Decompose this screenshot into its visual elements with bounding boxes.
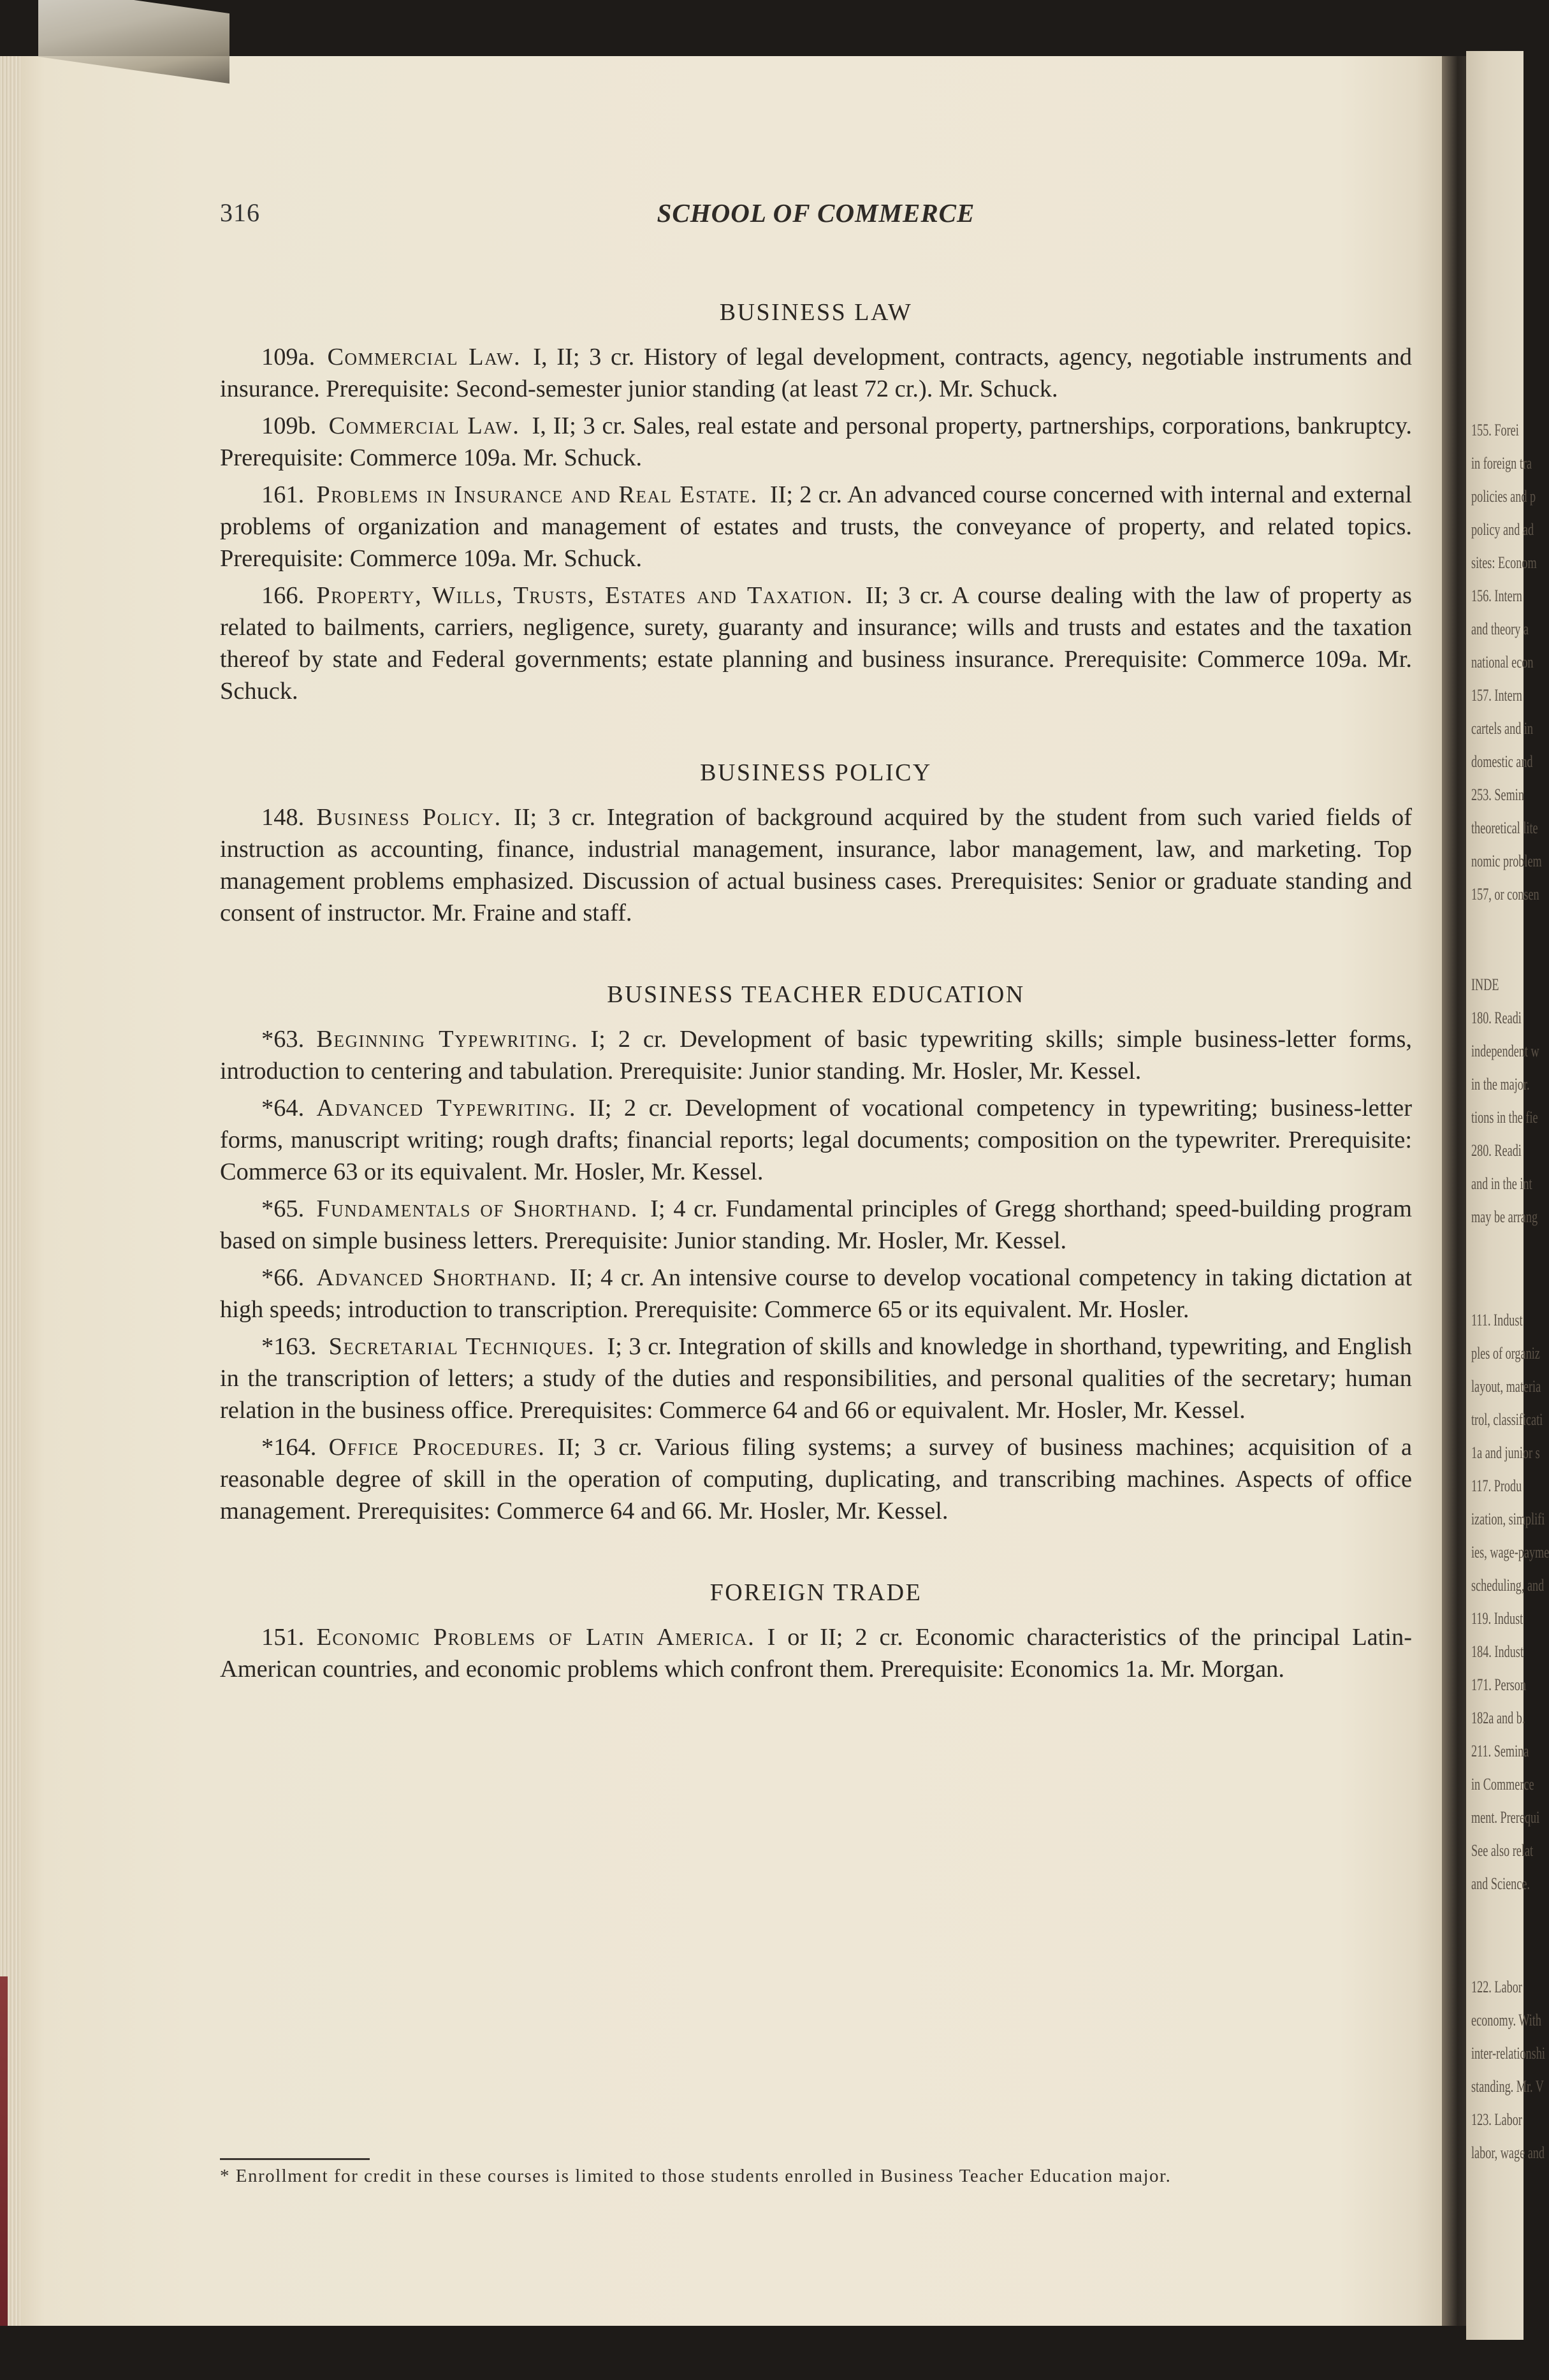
course-title: Fundamentals of Shorthand. (316, 1195, 638, 1222)
running-head (220, 198, 1412, 236)
course-title: Economic Problems of Latin America. (316, 1624, 755, 1651)
page-number: 316 (220, 198, 260, 227)
facing-page-text: and Science. (1471, 1874, 1530, 1893)
facing-page-text: trol, classificati (1471, 1410, 1543, 1429)
course-entry (220, 1431, 1412, 1527)
facing-page-text: 182a and b. (1471, 1709, 1525, 1727)
course-title: Secretarial Techniques. (328, 1333, 595, 1360)
facing-page-text: theoretical lite (1471, 819, 1538, 837)
facing-page-text: labor, wage and (1471, 2143, 1545, 2162)
course-number: *66. (261, 1264, 305, 1291)
course-listing (220, 296, 1412, 1735)
course-description: I; 4 cr. Fundamental principles of Gregg shorthand; speed-building program based on simple business letters. Prerequisite: Junior standing. Mr. Hosler, Mr. Kessel. (220, 1195, 1412, 1254)
facing-page-text: 117. Produ (1471, 1477, 1522, 1495)
course-entry (220, 580, 1412, 707)
facing-page-text: in Commerce (1471, 1775, 1534, 1793)
course-entry (220, 1193, 1412, 1257)
facing-page-text: sites: Econom (1471, 553, 1537, 572)
facing-page-text: 171. Person (1471, 1675, 1526, 1694)
footnote: * Enrollment for credit in these courses is limited to those students enrolled in Business Teacher Education major. (220, 2166, 1172, 2186)
course-entry (220, 410, 1412, 474)
facing-page-text: 157. Intern (1471, 686, 1522, 705)
course-number: 151. (261, 1624, 305, 1651)
course-description: II; 3 cr. Various filing systems; a survey of business machines; acquisition of a reasonable degree of skill in the operation of computing, duplicating, and transcribing machines. Aspects of office management. Prerequisites: Commerce 64 and 66. Mr. Hosler, Mr. Kessel. (220, 1434, 1412, 1524)
section-heading: BUSINESS LAW (719, 299, 913, 326)
course-entry (220, 1092, 1412, 1188)
section (220, 1577, 1412, 1685)
facing-page-text: INDE (1471, 975, 1499, 994)
course-description: II; 2 cr. An advanced course concerned with internal and external problems of organization and management of estates and trusts, the conveyance of property, and related topics. Prerequisite: Commerce 109a. Mr. Schuck. (220, 481, 1412, 572)
facing-page-text: and theory a (1471, 620, 1529, 638)
course-title: Business Policy. (316, 804, 502, 831)
facing-page-text: scheduling, and (1471, 1576, 1545, 1595)
course-title: Advanced Typewriting. (316, 1095, 576, 1121)
course-number: *64. (261, 1095, 305, 1121)
facing-page-text: 111. Indust (1471, 1311, 1523, 1329)
course-description: II; 3 cr. Integration of background acquired by the student from such varied fields of instruction as accounting, finance, industrial management, insurance, labor management, law, and marketing. Top management problems emphasized. Discussion of actual business cases. Prerequisites: Senior or graduate standing and consent of instructor. Mr. Fraine and staff. (220, 804, 1413, 926)
facing-page-text: 155. Forei (1471, 421, 1519, 439)
facing-page-text: may be arrang (1471, 1208, 1538, 1226)
course-description: I; 3 cr. Integration of skills and knowledge in shorthand, typewriting, and English in the transcription of letters; a study of the duties and responsibilities, and personal qualities of the secretary; human relation in the business office. Prerequisites: Commerce 64 and 66 or equivalent. Mr. Hosler, Mr. Kessel. (220, 1333, 1412, 1424)
course-description: I, II; 3 cr. Sales, real estate and personal property, partnerships, corporations, bankruptcy. Prerequisite: Commerce 109a. Mr. Schuck. (220, 412, 1412, 471)
course-title: Beginning Typewriting. (316, 1026, 579, 1053)
section (220, 979, 1412, 1527)
facing-page-text: independent w (1471, 1042, 1539, 1060)
course-number: 166. (261, 582, 305, 609)
facing-page-text: and in the int (1471, 1174, 1532, 1193)
course-number: 148. (261, 804, 305, 831)
course-entry (220, 1621, 1412, 1685)
course-number: 109b. (261, 412, 317, 439)
facing-page-text: policy and ad (1471, 520, 1534, 539)
facing-page-text: inter-relationshi (1471, 2044, 1545, 2062)
facing-page-text: tions in the fie (1471, 1108, 1538, 1127)
section-heading: BUSINESS TEACHER EDUCATION (607, 981, 1025, 1008)
facing-page-text: economy. With (1471, 2011, 1541, 2029)
course-number: *163. (261, 1333, 317, 1360)
facing-page-text: 253. Semin (1471, 785, 1524, 804)
facing-page-text: layout, materia (1471, 1377, 1541, 1396)
course-number: *164. (261, 1434, 317, 1461)
facing-page-text: 1a and junior s (1471, 1443, 1540, 1462)
facing-page-text: 119. Indust (1471, 1609, 1524, 1628)
facing-page-text: 123. Labor (1471, 2110, 1522, 2129)
facing-page-text: national econ (1471, 653, 1534, 671)
facing-page-text: 180. Readi (1471, 1009, 1522, 1027)
facing-page-text: ization, simplifi (1471, 1510, 1545, 1528)
facing-page-text: standing. Mr. V (1471, 2077, 1544, 2096)
facing-page-text: See also relat (1471, 1841, 1534, 1860)
course-title: Property, Wills, Trusts, Estates and Taxation. (316, 582, 854, 609)
course-number: *65. (261, 1195, 305, 1222)
course-title: Advanced Shorthand. (316, 1264, 558, 1291)
course-number: 161. (261, 481, 305, 508)
course-entry (220, 341, 1412, 405)
section (220, 296, 1412, 707)
facing-page-text: policies and p (1471, 487, 1536, 506)
course-entry (220, 1331, 1412, 1426)
course-title: Problems in Insurance and Real Estate. (316, 481, 758, 508)
footnote-rule (220, 2158, 370, 2160)
facing-page-text: domestic and (1471, 752, 1533, 771)
course-description: I, II; 3 cr. History of legal development, contracts, agency, negotiable instruments and insurance. Prerequisite: Second-semester junior standing (at least 72 cr.). Mr. Schuck. (220, 344, 1412, 402)
section-heading: BUSINESS POLICY (700, 759, 932, 786)
course-description: II; 3 cr. A course dealing with the law of property as related to bailments, carriers, negligence, surety, guaranty and insurance; wills and trusts and estates and the taxation thereof by state and Federal governments; estate planning and business insurance. Prerequisite: Commerce 109a. Mr. Schuck. (220, 582, 1412, 705)
facing-page-text: 156. Intern (1471, 587, 1522, 605)
facing-page-text: cartels and in (1471, 719, 1534, 738)
course-title: Commercial Law. (327, 344, 521, 370)
course-entry (220, 1023, 1412, 1087)
facing-page-text: 184. Indust (1471, 1642, 1524, 1661)
course-entry (220, 801, 1412, 929)
facing-page-text: 157, or consen (1471, 885, 1539, 903)
section (220, 757, 1412, 929)
course-description: I; 2 cr. Development of basic typewriting skills; simple business-letter forms, introduction to centering and tabulation. Prerequisite: Junior standing. Mr. Hosler, Mr. Kessel. (220, 1026, 1412, 1084)
course-entry (220, 1262, 1412, 1325)
course-title: Commercial Law. (328, 412, 520, 439)
facing-page-text: 122. Labor (1471, 1978, 1522, 1996)
course-description: II; 2 cr. Development of vocational competency in typewriting; business-letter forms, manuscript writing; rough drafts; financial reports; legal documents; composition on the typewriter. Prerequisite: Commerce 63 or its equivalent. Mr. Hosler, Mr. Kessel. (220, 1095, 1412, 1185)
facing-page-text: 280. Readi (1471, 1141, 1522, 1160)
section-heading: FOREIGN TRADE (709, 1579, 922, 1606)
facing-page-text: ment. Prerequi (1471, 1808, 1540, 1827)
facing-page-text: nomic problem (1471, 852, 1542, 870)
course-number: 109a. (261, 344, 316, 370)
course-title: Office Procedures. (328, 1434, 546, 1461)
facing-page-text: in foreign tra (1471, 454, 1532, 472)
facing-page-fragment (1466, 51, 1549, 2340)
facing-page-text: 211. Semina (1471, 1742, 1529, 1760)
course-entry (220, 479, 1412, 574)
facing-page-text: in the major. (1471, 1075, 1530, 1093)
facing-page-text: ples of organiz (1471, 1344, 1540, 1362)
course-number: *63. (261, 1026, 305, 1053)
facing-page-text: ies, wage-payme (1471, 1543, 1549, 1561)
course-description: I or II; 2 cr. Economic characteristics of the principal Latin-American countries, and economic problems which confront them. Prerequisite: Economics 1a. Mr. Morgan. (220, 1624, 1412, 1683)
running-title: SCHOOL OF COMMERCE (657, 198, 975, 228)
course-description: II; 4 cr. An intensive course to develop vocational competency in taking dictation at high speeds; introduction to transcription. Prerequisite: Commerce 65 or its equivalent. Mr. Hosler. (220, 1264, 1413, 1323)
